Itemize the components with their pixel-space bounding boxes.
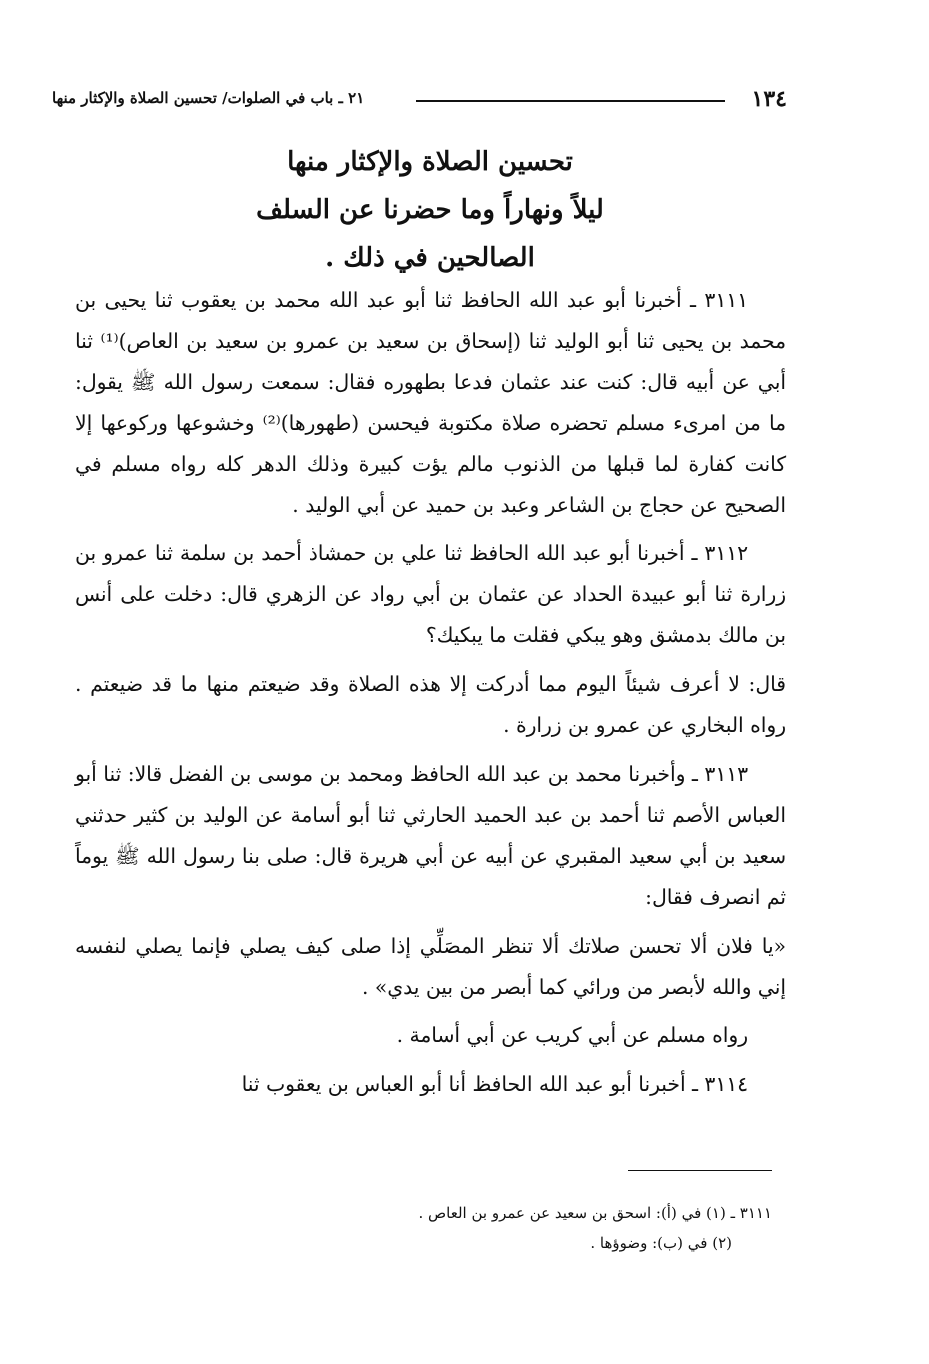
hadith-3113-narration: رواه مسلم عن أبي كريب عن أبي أسامة . [396, 1023, 748, 1048]
title-line: تحسين الصلاة والإكثار منها [287, 147, 573, 177]
footnote-1: ٣١١١ ـ (١) في (أ): اسحق بن سعيد عن عمرو بن العاص . [418, 1204, 772, 1222]
hadith-3112-continuation: قال: لا أعرف شيئاً اليوم مما أدركت إلا هذه الصلاة وقد ضيعتم منها ما قد ضيعتم . رواه البخاري عن عمرو بن زرارة . [75, 672, 786, 738]
hadith-3112: ٣١١٢ ـ أخبرنا أبو عبد الله الحافظ ثنا علي بن حمشاذ أحمد بن سلمة ثنا عمرو بن زرارة ثنا أبو عبيدة الحداد عن عثمان بن أبي رواد عن الزهري قال: دخلت على أنس بن مالك بدمشق وهو يبكي فقلت ما يبكيك؟ [75, 541, 786, 648]
page-number: ١٣٤ [751, 86, 787, 112]
footnote-2: (٢) في (ب): وضوؤها . [590, 1234, 732, 1252]
title-line: الصالحين في ذلك . [325, 243, 535, 273]
hadith-3114: ٣١١٤ ـ أخبرنا أبو عبد الله الحافظ أنا أبو العباس بن يعقوب ثنا [241, 1072, 748, 1097]
footnotes [300, 1198, 772, 1258]
hadith-3113: ٣١١٣ ـ وأخبرنا محمد بن عبد الله الحافظ ومحمد بن موسى بن الفضل قالا: ثنا أبو العباس الأصم ثنا أحمد بن عبد الحميد الحارثي ثنا أبو أسامة عن الوليد بن كثير حدثني سعيد بن أبي سعيد المقبري عن أبيه عن أبي هريرة قال: صلى بنا رسول الله ﷺ يوماً ثم انصرف فقال: [75, 761, 786, 909]
page-header [52, 86, 787, 116]
footnote-rule [628, 1170, 772, 1171]
title-line: ليلاً ونهاراً وما حضرنا عن السلف [256, 195, 604, 225]
header-rule [416, 100, 725, 102]
hadith-3111: ٣١١١ ـ أخبرنا أبو عبد الله الحافظ ثنا أبو عبد الله محمد بن يعقوب ثنا يحيى بن محمد بن يحيى ثنا أبو الوليد ثنا (إسحاق بن سعيد بن عمرو بن سعيد بن العاص)⁽¹⁾ ثنا أبي عن أبيه قال: كنت عند عثمان فدعا بطهوره فقال: سمعت رسول الله ﷺ يقول: ما من امرىء مسلم تحضره صلاة مكتوبة فيحسن (طهورها)⁽²⁾ وخشوعها وركوعها إلا كانت كفارة لما قبلها من الذنوب مالم يؤت كبيرة وذلك الدهر كله رواه مسلم في الصحيح عن حجاج بن الشاعر وعبد بن حميد عن أبي الوليد . [75, 288, 786, 517]
hadith-3113-quote: «يا فلان ألا تحسن صلاتك ألا تنظر المصَلِّي إذا صلى كيف يصلي فإنما يصلي لنفسه إني والله لأبصر من ورائي كما أبصر من بين يدي» . [75, 933, 786, 999]
chapter-title [180, 138, 680, 282]
main-text [75, 280, 786, 1113]
running-title: ٢١ ـ باب في الصلوات/ تحسين الصلاة والإكثار منها [52, 89, 365, 107]
